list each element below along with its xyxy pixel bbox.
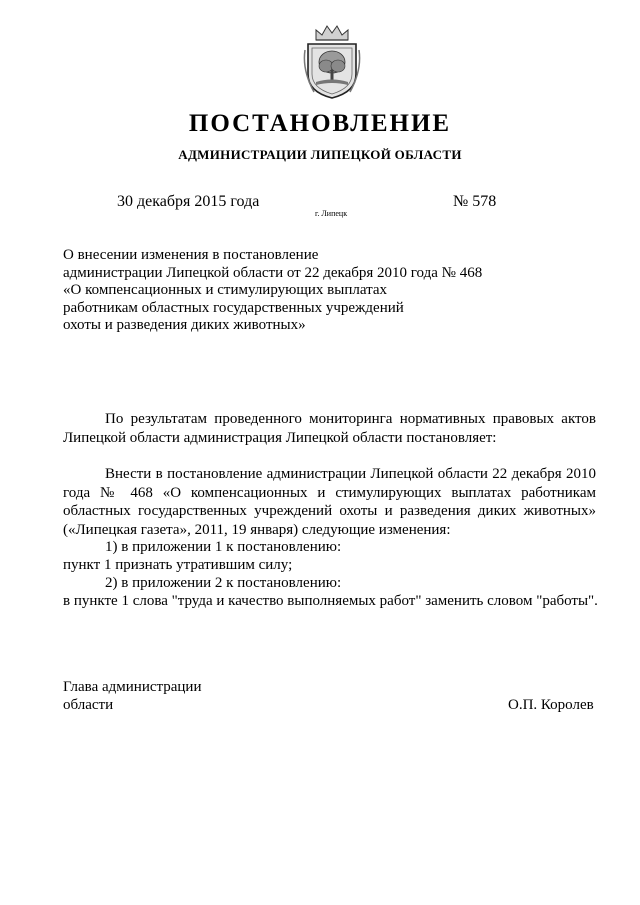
document-subtitle: АДМИНИСТРАЦИИ ЛИПЕЦКОЙ ОБЛАСТИ	[178, 147, 462, 162]
signatory-name: О.П. Королев	[508, 697, 594, 713]
subject-line: администрации Липецкой области от 22 декабря 2010 года № 468	[63, 264, 483, 281]
signatory-position-line: области	[63, 696, 114, 713]
item-1-heading: 1) в приложении 1 к постановлению:	[105, 539, 342, 555]
body-paragraph-preamble: По результатам проведенного мониторинга нормативных правовых актов Липецкой области администрация Липецкой области постановляет:	[63, 411, 596, 446]
subject-line: охоты и разведения диких животных»	[63, 317, 306, 333]
body-paragraph-resolution: Внести в постановление администрации Липецкой области 22 декабря 2010 года № 468 «О компенсационных и стимулирующих выплатах работникам областных государственных учреждений охоты и разведения диких животных» («Липецкая газета», 2011, 19 января) следующие изменения:	[63, 466, 596, 538]
document-number: № 578	[453, 193, 497, 210]
document-city: г. Липецк	[315, 209, 348, 218]
item-2-heading: 2) в приложении 2 к постановлению:	[105, 575, 342, 591]
document-date: 30 декабря 2015 года	[117, 193, 260, 210]
item-1-text: пункт 1 признать утратившим силу;	[63, 557, 293, 573]
subject-line: работникам областных государственных учреждений	[63, 299, 404, 316]
subject-line: «О компенсационных и стимулирующих выплатах	[63, 282, 388, 298]
subject-line: О внесении изменения в постановление	[63, 247, 319, 263]
signatory-position-line: Глава администрации	[63, 679, 202, 695]
document-title: ПОСТАНОВЛЕНИЕ	[188, 110, 452, 137]
coat-of-arms-icon	[302, 22, 362, 100]
signatory-position	[63, 679, 201, 714]
coat-of-arms-emblem	[302, 22, 362, 100]
document-subject	[63, 247, 482, 335]
item-2-text: в пункте 1 слова "труда и качество выполняемых работ" заменить словом "работы".	[63, 593, 598, 609]
